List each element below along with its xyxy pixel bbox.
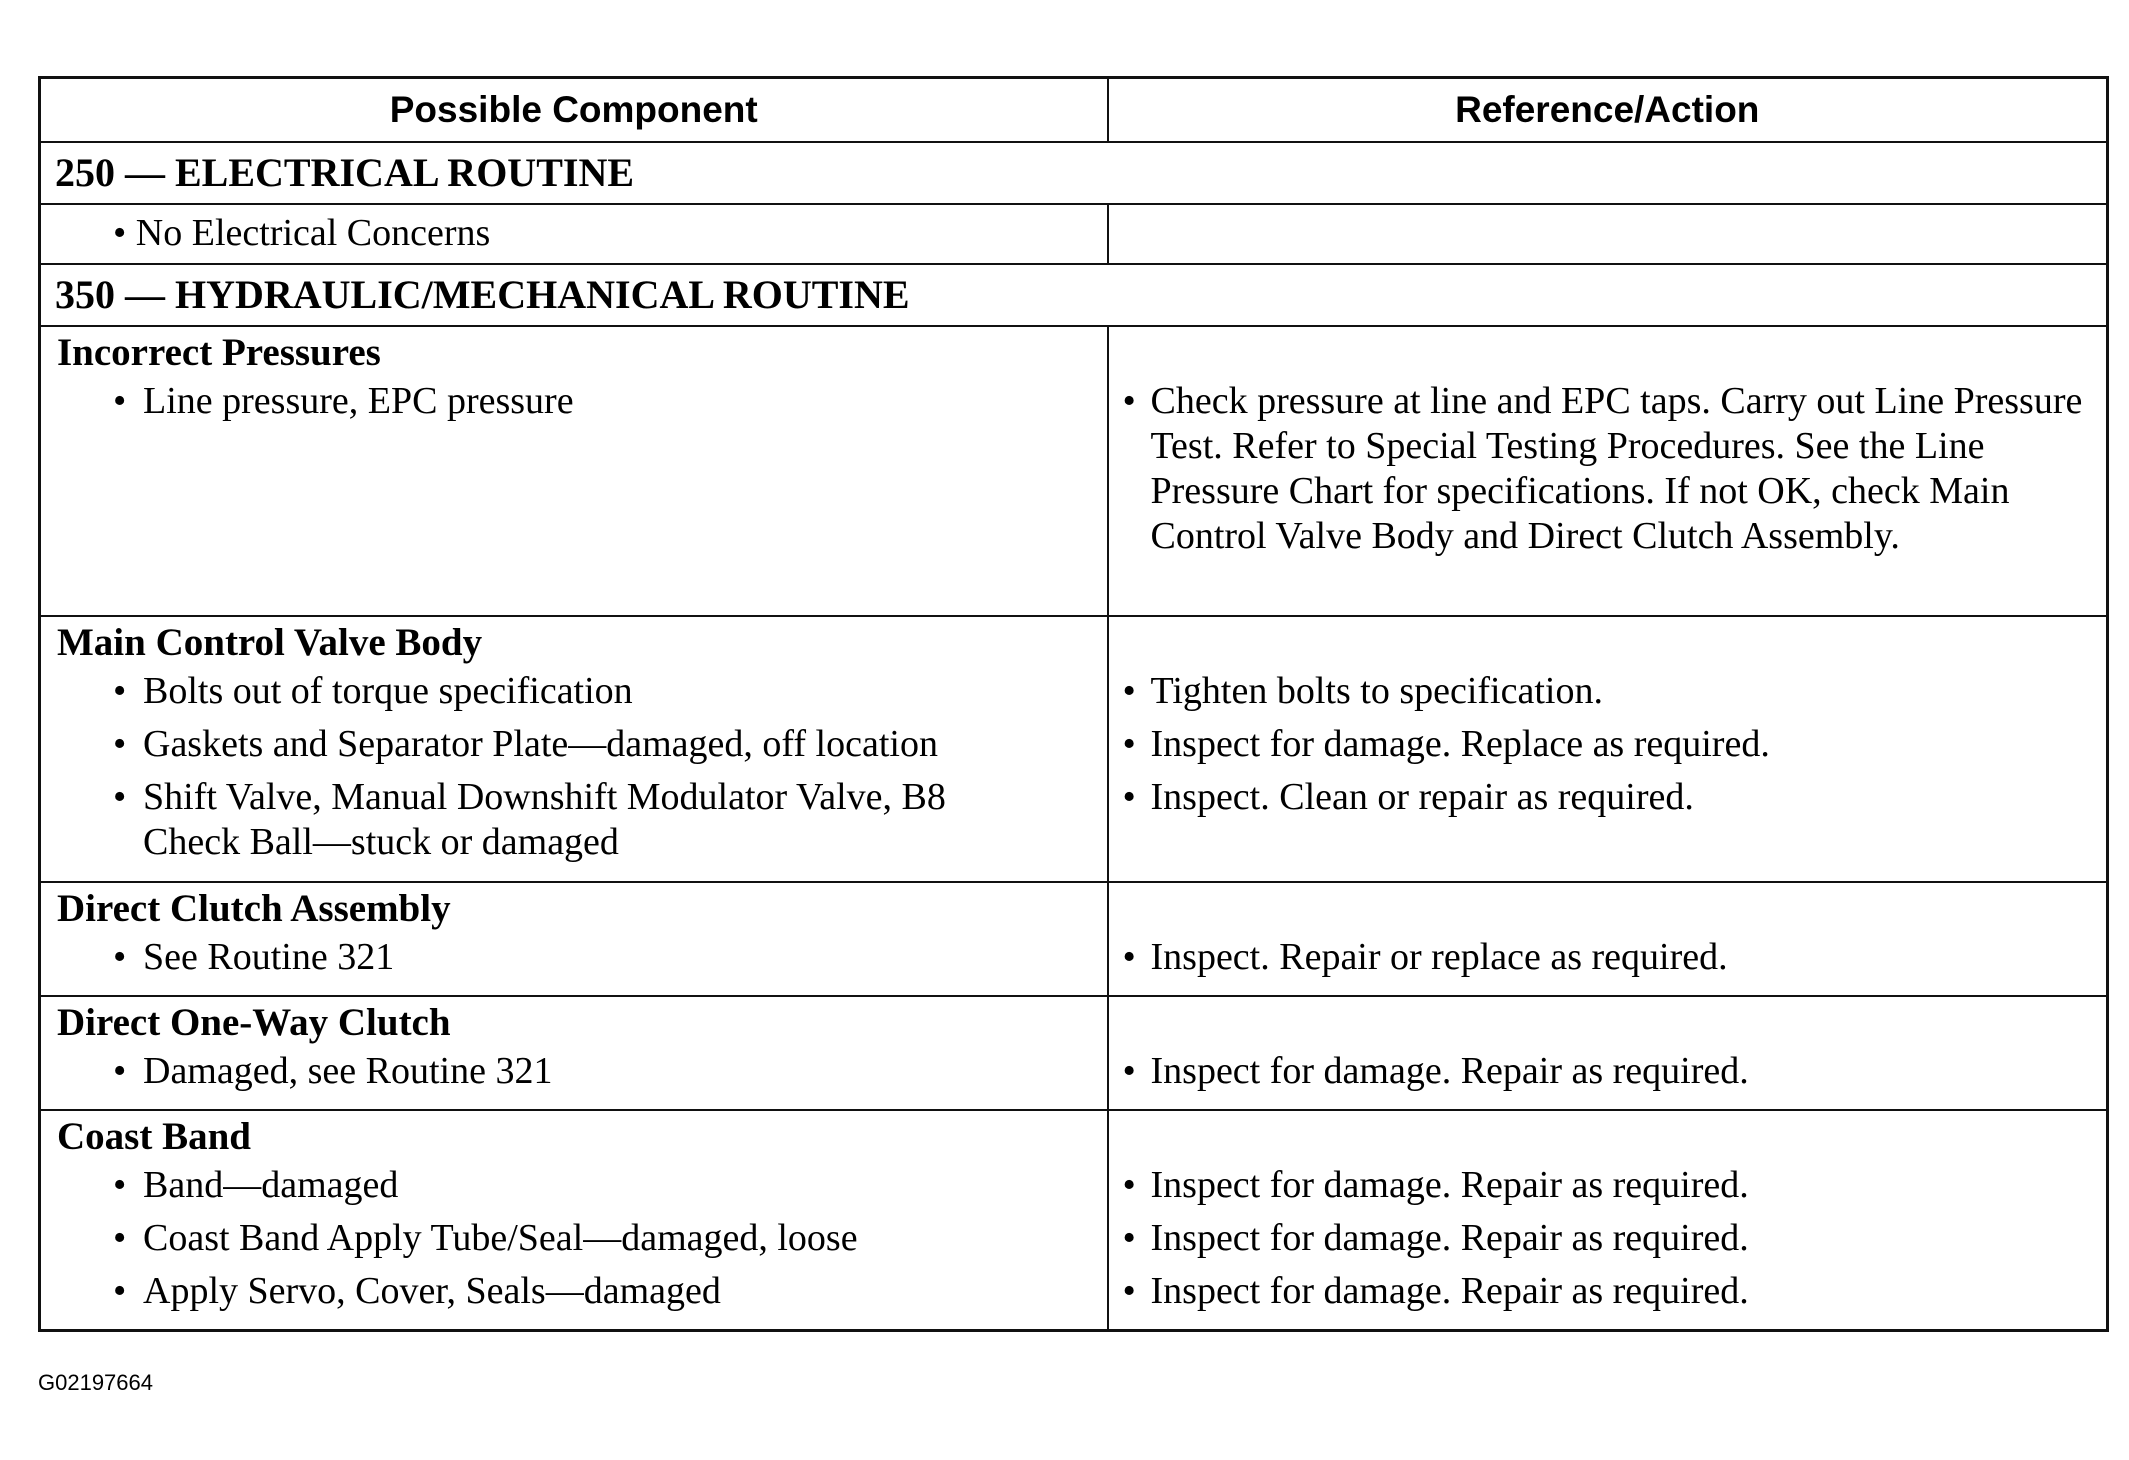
bullet-icon: •: [113, 1270, 127, 1312]
reference-text: Inspect for damage. Replace as required.: [1150, 723, 1770, 765]
header-row: [40, 78, 2108, 143]
bullet-icon: •: [1122, 776, 1136, 818]
component-cell: [40, 326, 1108, 616]
bullet-icon: •: [113, 1050, 127, 1092]
reference-item: [1109, 722, 2107, 767]
section-title-hydraulic: 350 — HYDRAULIC/MECHANICAL ROUTINE: [40, 264, 2108, 326]
reference-item: [1109, 669, 2107, 714]
table-row: [40, 882, 2108, 996]
reference-item: [1109, 1163, 2107, 1208]
component-cell: [40, 882, 1108, 996]
reference-cell: [1108, 204, 2108, 264]
reference-cell: [1108, 616, 2108, 882]
bullet-icon: •: [1122, 1217, 1136, 1259]
component-text: Band—damaged: [143, 1164, 399, 1206]
group-title: Direct Clutch Assembly: [57, 887, 451, 930]
bullet-icon: •: [113, 1217, 127, 1259]
table-row: [40, 616, 2108, 882]
bullet-icon: •: [1122, 1164, 1136, 1206]
bullet-icon: •: [1122, 723, 1136, 765]
reference-text: Inspect. Repair or replace as required.: [1150, 936, 1728, 978]
reference-text: Inspect. Clean or repair as required.: [1150, 776, 1694, 818]
reference-item: [1109, 935, 2107, 980]
reference-cell: [1108, 1110, 2108, 1330]
component-text: See Routine 321: [143, 936, 395, 978]
component-text: Shift Valve, Manual Downshift Modulator Valve, B8 Check Ball—stuck or damaged: [143, 776, 946, 863]
bullet-icon: •: [1122, 936, 1136, 978]
component-text: • No Electrical Concerns: [113, 212, 491, 254]
group-title: Coast Band: [57, 1115, 251, 1158]
table-row: [40, 1110, 2108, 1330]
reference-text: Inspect for damage. Repair as required.: [1150, 1050, 1749, 1092]
list-item: [41, 379, 1107, 424]
bullet-icon: •: [113, 380, 127, 422]
reference-text: Inspect for damage. Repair as required.: [1150, 1164, 1749, 1206]
bullet-icon: •: [1122, 1050, 1136, 1092]
section-title-electrical: 250 — ELECTRICAL ROUTINE: [40, 142, 2108, 204]
list-item: [41, 1269, 1107, 1314]
reference-item: [1109, 1049, 2107, 1094]
reference-item: [1109, 379, 2107, 559]
component-text: Line pressure, EPC pressure: [143, 380, 574, 422]
reference-text: Inspect for damage. Repair as required.: [1150, 1217, 1749, 1259]
bullet-icon: •: [113, 723, 127, 765]
bullet-icon: •: [1122, 380, 1136, 422]
section-row: [40, 264, 2108, 326]
list-item: [41, 722, 1107, 767]
component-cell: [40, 204, 1108, 264]
bullet-icon: •: [1122, 670, 1136, 712]
bullet-icon: •: [1122, 1270, 1136, 1312]
component-cell: [40, 996, 1108, 1110]
figure-id-label: G02197664: [38, 1370, 153, 1395]
component-cell: [40, 616, 1108, 882]
list-item: [41, 1049, 1107, 1094]
reference-cell: [1108, 882, 2108, 996]
list-item: [41, 669, 1107, 714]
table-row: [40, 996, 2108, 1110]
section-row: [40, 142, 2108, 204]
reference-item: [1109, 1269, 2107, 1314]
reference-cell: [1108, 326, 2108, 616]
list-item: [41, 1216, 1107, 1261]
table-row: [40, 204, 2108, 264]
component-text: Apply Servo, Cover, Seals—damaged: [143, 1270, 721, 1312]
bullet-icon: •: [113, 1164, 127, 1206]
component-text: Coast Band Apply Tube/Seal—damaged, loose: [143, 1217, 858, 1259]
reference-text: Check pressure at line and EPC taps. Carry out Line Pressure Test. Refer to Special Testing Procedures. See the Line Pressure Chart for specifications. If not OK, check Main Control Valve Body and Direct Clutch Assembly.: [1150, 380, 2083, 557]
reference-item: [1109, 775, 2107, 820]
component-cell: [40, 1110, 1108, 1330]
reference-cell: [1108, 996, 2108, 1110]
component-text: Damaged, see Routine 321: [143, 1050, 553, 1092]
list-item: [41, 935, 1107, 980]
header-possible-component: Possible Component: [40, 78, 1108, 143]
list-item: [41, 775, 1107, 865]
diagnosis-table: [38, 76, 2109, 1332]
bullet-icon: •: [113, 936, 127, 978]
reference-text: Inspect for damage. Repair as required.: [1150, 1270, 1749, 1312]
component-text: Gaskets and Separator Plate—damaged, off location: [143, 723, 938, 765]
bullet-icon: •: [113, 776, 127, 818]
table-row: [40, 326, 2108, 616]
group-title: Main Control Valve Body: [57, 621, 483, 664]
reference-item: [1109, 1216, 2107, 1261]
reference-text: Tighten bolts to specification.: [1150, 670, 1603, 712]
bullet-icon: •: [113, 670, 127, 712]
group-title: Direct One-Way Clutch: [57, 1001, 451, 1044]
header-reference-action: Reference/Action: [1108, 78, 2108, 143]
component-text: Bolts out of torque specification: [143, 670, 633, 712]
list-item: [41, 1163, 1107, 1208]
group-title: Incorrect Pressures: [57, 331, 381, 374]
